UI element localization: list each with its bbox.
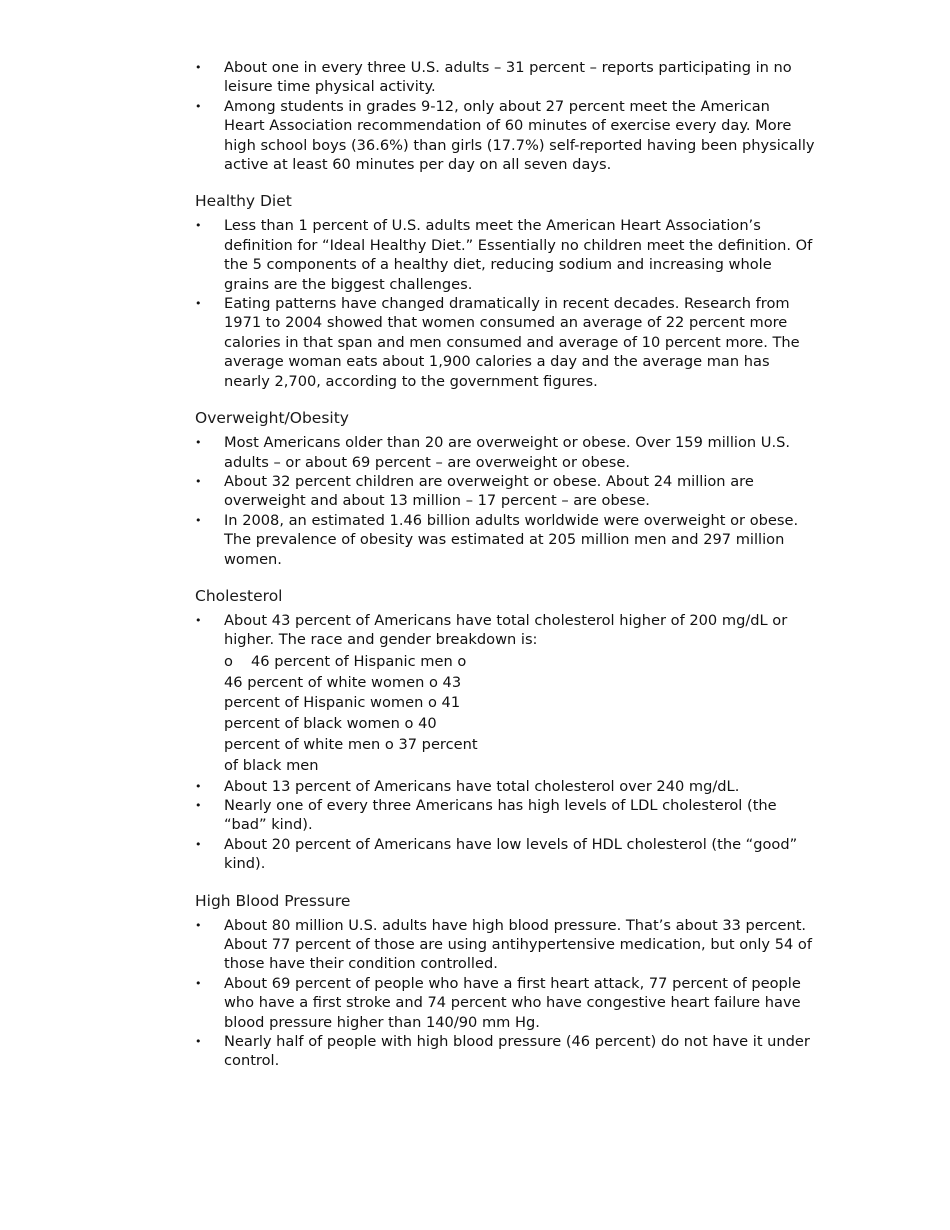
section-title-overweight: Overweight/Obesity [195, 409, 349, 428]
document-content [195, 58, 815, 1088]
list-item: • About 20 percent of Americans have low levels of HDL cholesterol (the “good” kind). [195, 835, 798, 873]
bullet-icon: • [195, 297, 202, 311]
breakdown-line: percent of white men o 37 percent [224, 735, 478, 753]
list-item: • Among students in grades 9-12, only about 27 percent meet the American Heart Association recommendation of 60 minutes of exercise every day. More high school boys (36.6%) than girls (17.7%) self-reported having been physically active at least 60 minutes per day on all seven days. [195, 97, 815, 174]
cholesterol-breakdown [224, 652, 815, 777]
breakdown-line: percent of black women o 40 [224, 715, 437, 733]
list-item: • About 69 percent of people who have a first heart attack, 77 percent of people who have a first stroke and 74 percent who have congestive heart failure have blood pressure higher than 140/90 mm Hg. [195, 974, 801, 1031]
breakdown-line: of black men [224, 756, 319, 774]
breakdown-line: percent of Hispanic women o 41 [224, 694, 461, 712]
bullet-icon: • [195, 99, 202, 113]
list-item: • About 13 percent of Americans have total cholesterol over 240 mg/dL. [195, 777, 740, 795]
list-item: • Eating patterns have changed dramatically in recent decades. Research from 1971 to 2004 showed that women consumed an average of 22 percent more calories in that span and men consumed and average of 10 percent more. The average woman eats about 1,900 calories a day and the average man has nearly 2,700, according to the government figures. [195, 295, 800, 390]
bullet-icon: • [195, 918, 202, 932]
bullet-icon: • [195, 779, 202, 793]
bullet-icon: • [195, 474, 202, 488]
bullet-icon: • [195, 798, 202, 812]
bullet-icon: • [195, 219, 202, 233]
list-item: • About 43 percent of Americans have total cholesterol higher of 200 mg/dL or higher. The race and gender breakdown is: o 46 percent of Hispanic men o 46 percent of white women o 43 percent of Hispanic women o 41 percent of black women o 40 percent of white men o 37 percent of black men [195, 611, 815, 777]
bullet-icon: • [195, 976, 202, 990]
list-item: • In 2008, an estimated 1.46 billion adults worldwide were overweight or obese. The prevalence of obesity was estimated at 205 million men and 297 million women. [195, 511, 799, 568]
bullet-icon: • [195, 1035, 202, 1048]
blood-pressure-list [195, 916, 815, 1071]
breakdown-line: 46 percent of white women o 43 [224, 673, 462, 691]
breakdown-line: o 46 percent of Hispanic men o [224, 652, 815, 673]
section-title-healthy-diet: Healthy Diet [195, 192, 292, 211]
bullet-icon: • [195, 613, 202, 627]
list-item: • Nearly one of every three Americans has high levels of LDL cholesterol (the “bad” kind). [195, 796, 777, 834]
intro-bullet-list [195, 58, 815, 174]
list-item: • About 80 million U.S. adults have high blood pressure. That’s about 33 percent. About 77 percent of those are using antihypertensive medication, but only 54 of those have their condition controlled. [195, 916, 812, 973]
sub-bullet-icon: o [224, 652, 233, 670]
list-item: • Less than 1 percent of U.S. adults meet the American Heart Association’s definition for “Ideal Healthy Diet.” Essentially no children meet the definition. Of the 5 components of a healthy diet, reducing sodium and increasing whole grains are the biggest challenges. [195, 217, 813, 293]
healthy-diet-list [195, 216, 815, 391]
bullet-icon: • [195, 61, 202, 74]
section-title-cholesterol: Cholesterol [195, 586, 283, 605]
list-item: • Nearly half of people with high blood pressure (46 percent) do not have it under control. [195, 1033, 810, 1070]
section-title-blood-pressure: High Blood Pressure [195, 891, 351, 910]
list-item: • About one in every three U.S. adults – 31 percent – reports participating in no leisure time physical activity. [195, 59, 792, 96]
cholesterol-list [195, 611, 815, 874]
overweight-list [195, 433, 815, 569]
bullet-icon: • [195, 436, 202, 450]
list-item: • Most Americans older than 20 are overweight or obese. Over 159 million U.S. adults – or about 69 percent – are overweight or obese. [195, 434, 790, 471]
bullet-icon: • [195, 513, 202, 527]
bullet-icon: • [195, 837, 202, 851]
list-item: • About 32 percent children are overweight or obese. About 24 million are overweight and about 13 million – 17 percent – are obese. [195, 472, 754, 510]
